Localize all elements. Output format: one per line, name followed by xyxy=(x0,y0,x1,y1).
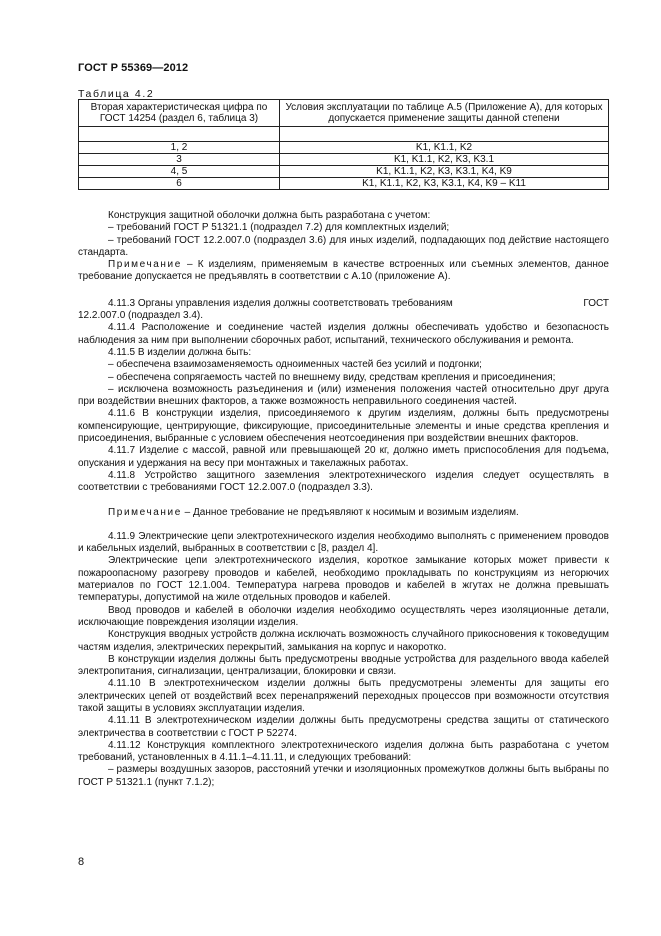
list-item: – размеры воздушных зазоров, расстояний утечки и изоляционных промежутков должны быть выбраны по ГОСТ Р 51321.1 (пункт 7.1.2); xyxy=(78,764,609,788)
table-header-row xyxy=(79,100,609,127)
table-row xyxy=(79,178,609,190)
table-row xyxy=(79,142,609,154)
table-caption: Таблица 4.2 xyxy=(78,88,155,100)
note-label: Примечание xyxy=(108,506,182,518)
table-cell-digit: 6 xyxy=(79,178,280,190)
table-header-conditions: Условия эксплуатации по таблице А.5 (Приложение А), для которых допускается применение защиты данной степени xyxy=(280,100,609,127)
list-item: – исключена возможность разъединения и (или) изменения положения частей относительно друг друга при воздействии внешних факторов, а также возможность неправильного соединения частей. xyxy=(78,383,609,408)
table-cell-digit: 4, 5 xyxy=(79,166,280,178)
ip-protection-table xyxy=(78,99,609,190)
table-cell-conditions: K1, K1.1, K2, K3, K3.1, K4, K9 – K11 xyxy=(280,178,609,190)
clause-4-11-12: 4.11.12 Конструкция комплектного электротехнического изделия должна быть разработана с учетом требований, установленных в 4.11.1–4.11.11, и следующих требований: xyxy=(78,739,609,764)
note-text: – К изделиям, применяемым в качестве встроенных или съемных элементов, данное требование допускается не предъявлять в соответствии с А.10 (приложение А). xyxy=(78,259,609,283)
table-cell-conditions: K1, K1.1, K2 xyxy=(280,142,609,154)
list-item: – требований ГОСТ Р 51321.1 (подраздел 7.2) для комплектных изделий; xyxy=(108,222,450,234)
note-text: – Данное требование не предъявляют к носимым и возимым изделиям. xyxy=(181,506,519,518)
clause-ref: ГОСТ xyxy=(583,297,609,309)
table-header-digit: Вторая характеристическая цифра по ГОСТ 14254 (раздел 6, таблица 3) xyxy=(79,100,280,127)
table-cell-conditions: K1, K1.1, K2, K3, K3.1 xyxy=(280,154,609,166)
table-spacer-row xyxy=(79,127,609,142)
document-body xyxy=(78,210,609,789)
paragraph: Электрические цепи электротехнического изделия, короткое замыкание которых может привести к пожароопасному разогреву проводов и кабелей, необходимо прокладывать по конструкциям из негорючих материалов по ГОСТ 12.1.004. Температура нагрева проводов и кабелей в жгутах не должна превышать температуры, допустимой на жиле отдельных проводов и кабелей. xyxy=(78,555,609,604)
note-paragraph xyxy=(78,259,609,284)
table-cell-conditions: K1, K1.1, K2, K3, K3.1, K4, K9 xyxy=(280,166,609,178)
clause-4-11-9: 4.11.9 Электрические цепи электротехнического изделия необходимо выполнять с применением проводов и кабельных изделий, выбранных в соответствии с [8, раздел 4]. xyxy=(78,530,609,555)
clause-4-11-7: 4.11.7 Изделие с массой, равной или превышающей 20 кг, должно иметь приспособления для подъема, опускания и удержания на весу при монтажных и такелажных работах. xyxy=(78,445,609,469)
page-number: 8 xyxy=(78,856,85,868)
table-row xyxy=(79,166,609,178)
table-cell-digit: 3 xyxy=(79,154,280,166)
document-header: ГОСТ Р 55369—2012 xyxy=(78,62,189,74)
clause-text: 4.11.3 Органы управления изделия должны соответствовать требованиям xyxy=(108,297,453,309)
paragraph: Конструкция защитной оболочки должна быть разработана с учетом: xyxy=(108,210,431,221)
clause-4-11-3 xyxy=(78,298,609,323)
clause-4-11-6: 4.11.6 В конструкции изделия, присоединяемого к другим изделиям, должны быть предусмотрены компенсирующие, центрирующие, фиксирующие, присоединительные элементы и иные средства крепления и присоединения, выбранные с условием обеспечения неотсоединения при воздействии внешних факторов. xyxy=(78,408,609,445)
clause-4-11-11: 4.11.11 В электротехническом изделии должны быть предусмотрены средства защиты от статического электричества в соответствии с ГОСТ Р 52274. xyxy=(78,715,609,739)
note-paragraph xyxy=(78,507,609,519)
table-cell-digit: 1, 2 xyxy=(79,142,280,154)
list-item: – обеспечена взаимозаменяемость одноименных частей без усилий и подгонки; xyxy=(108,359,482,371)
clause-4-11-10: 4.11.10 В электротехническом изделии должны быть предусмотрены элементы для защиты его электрических цепей от воздействий всех перенапряжений переходных процессов при возможности отсутствия такой защиты в условиях эксплуатации изделия. xyxy=(78,678,609,714)
note-label: Примечание xyxy=(108,259,182,271)
clause-4-11-8: 4.11.8 Устройство защитного заземления электротехнического изделия следует осуществлять в соответствии с требованиями ГОСТ 12.2.007.0 (подраздел 3.3). xyxy=(78,469,609,494)
paragraph: В конструкции изделия должны быть предусмотрены вводные устройства для раздельного ввода кабелей электропитания, сигнализации, централизации, блокировки и связи. xyxy=(78,653,609,678)
paragraph: Конструкция вводных устройств должна исключать возможность случайного прикосновения к токоведущим частям изделия, электрических перекрытий, замыкания на корпус и накоротко. xyxy=(78,629,609,653)
list-item: – обеспечена сопрягаемость частей по внешнему виду, средствам крепления и присоединения; xyxy=(108,371,556,383)
clause-4-11-4: 4.11.4 Расположение и соединение частей изделия должны обеспечивать удобство и безопасность наблюдения за ним при выполнении сборочных работ, испытаний, технического обслуживания и ремонта. xyxy=(78,322,609,346)
clause-4-11-5: 4.11.5 В изделии должна быть: xyxy=(108,346,252,358)
paragraph: Ввод проводов и кабелей в оболочки изделия необходимо осуществлять через изоляционные детали, исключающие повреждения изоляции изделия. xyxy=(78,604,609,628)
list-item: – требований ГОСТ 12.2.007.0 (подраздел 3.6) для иных изделий, подпадающих под действие настоящего стандарта. xyxy=(78,234,609,258)
clause-text-continued: 12.2.007.0 (подраздел 3.4). xyxy=(78,310,204,322)
table-row xyxy=(79,154,609,166)
